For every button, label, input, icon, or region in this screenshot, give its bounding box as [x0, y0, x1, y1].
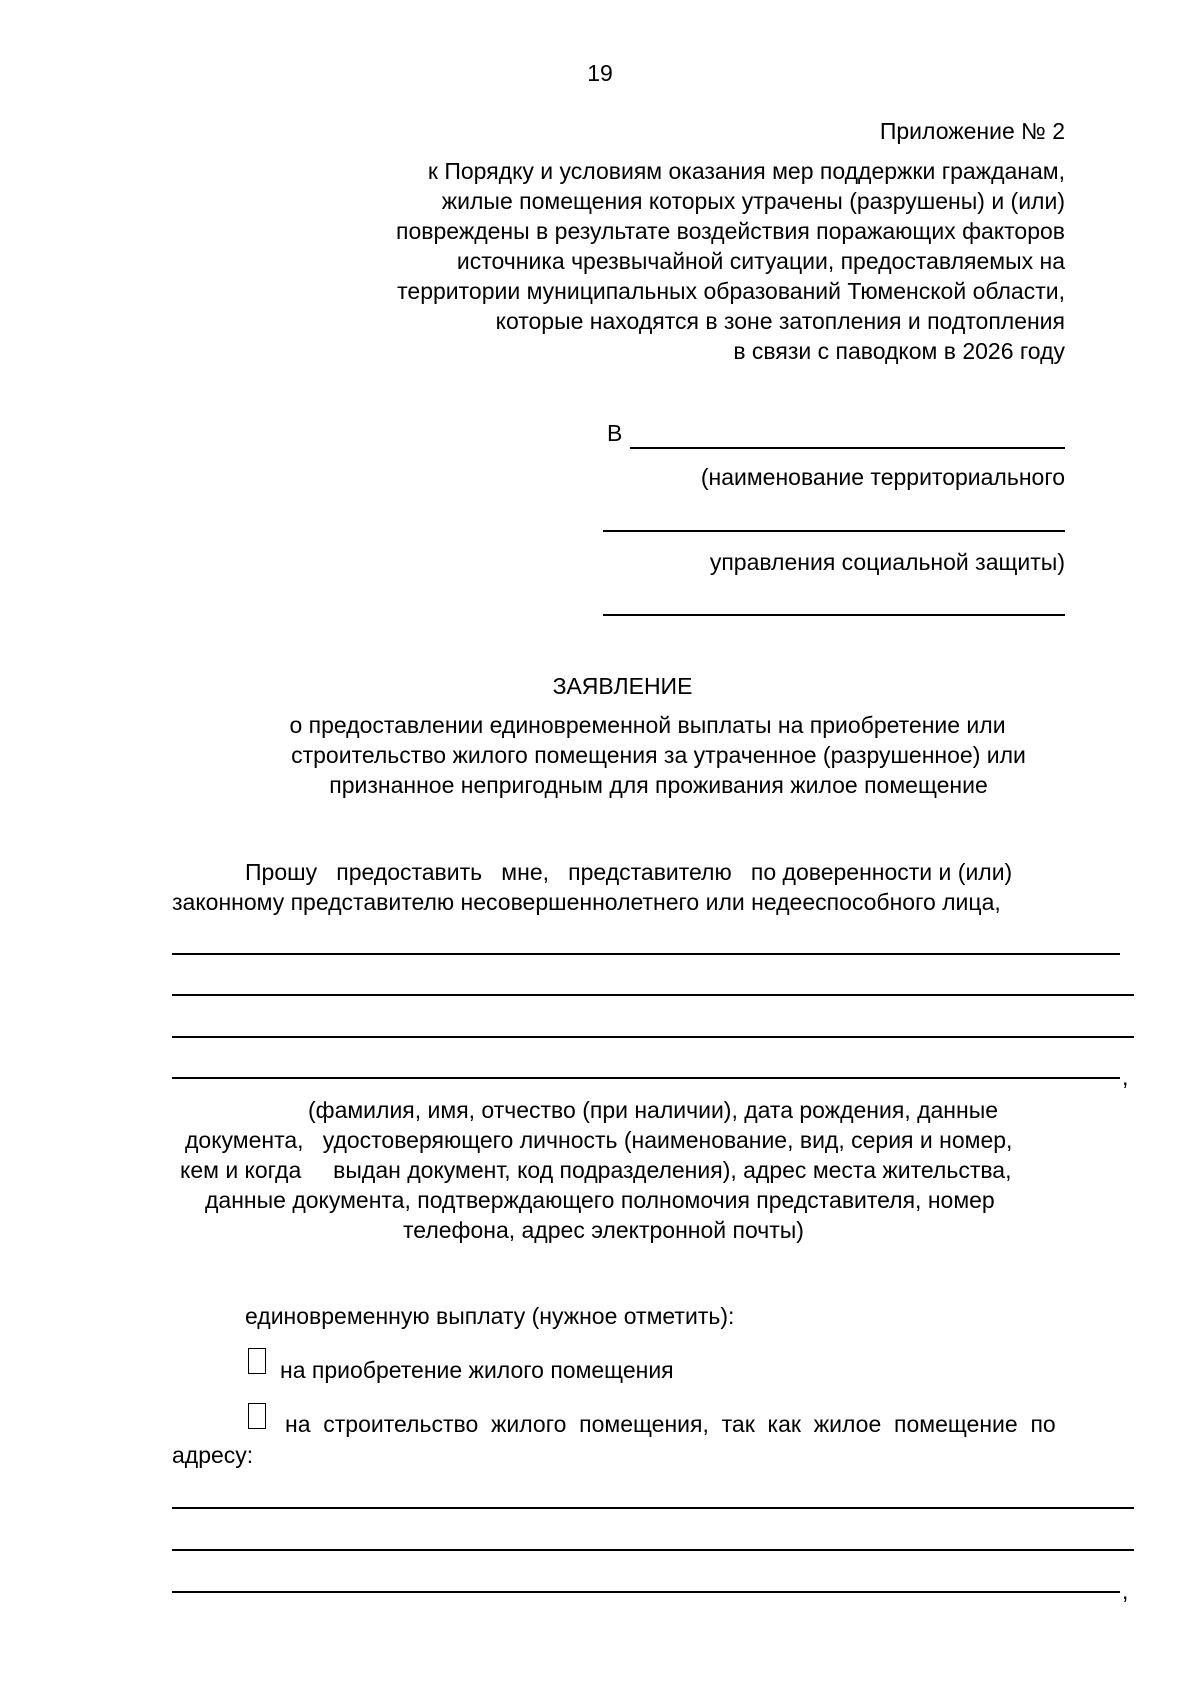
- address-input-line-3[interactable]: [172, 1591, 1120, 1593]
- appendix-line: территории муниципальных образований Тюменской области,: [397, 278, 1065, 304]
- addressee-input-line-3[interactable]: [603, 614, 1065, 616]
- request-text-line: Прошу предоставить мне, представителю по доверенности и (или): [245, 859, 1013, 885]
- appendix-title: Приложение № 2: [879, 118, 1065, 144]
- applicant-caption-line: данные документа, подтверждающего полномочия представителя, номер: [205, 1187, 995, 1213]
- applicant-caption-line: (фамилия, имя, отчество (при наличии), дата рождения, данные: [308, 1097, 999, 1123]
- applicant-input-line-1[interactable]: [172, 953, 1120, 955]
- payment-intro: единовременную выплату (нужное отметить):: [245, 1303, 735, 1329]
- option-construction-checkbox[interactable]: [248, 1403, 266, 1429]
- document-subtitle-line: строительство жилого помещения за утраченное (разрушенное) или: [291, 742, 1026, 768]
- document-subtitle-line: признанное непригодным для проживания жилое помещение: [329, 772, 988, 798]
- request-text-line: законному представителю несовершеннолетнего или недееспособного лица,: [172, 889, 1001, 915]
- addressee-caption-1: (наименование территориального: [700, 464, 1065, 490]
- page-number: 19: [587, 60, 613, 86]
- addressee-input-line-1[interactable]: [630, 447, 1065, 449]
- addressee-caption-2: управления социальной защиты): [709, 549, 1065, 575]
- applicant-caption-line: документа, удостоверяющего личность (наименование, вид, серия и номер,: [185, 1127, 1013, 1153]
- option-purchase-checkbox[interactable]: [248, 1348, 266, 1374]
- document-title: ЗАЯВЛЕНИЕ: [552, 673, 693, 699]
- address-input-line-2[interactable]: [172, 1549, 1134, 1551]
- appendix-line: источника чрезвычайной ситуации, предоставляемых на: [456, 248, 1065, 274]
- addressee-input-line-2[interactable]: [603, 530, 1065, 532]
- address-trailing-comma: ,: [1122, 1578, 1129, 1604]
- option-construction-label-cont: адресу:: [172, 1442, 254, 1468]
- appendix-line: повреждены в результате воздействия поражающих факторов: [396, 218, 1065, 244]
- applicant-input-line-2[interactable]: [172, 994, 1134, 996]
- address-input-line-1[interactable]: [172, 1507, 1134, 1509]
- applicant-caption-line: кем и когда выдан документ, код подразделения), адрес места жительства,: [180, 1157, 1012, 1183]
- document-subtitle-line: о предоставлении единовременной выплаты на приобретение или: [289, 712, 1006, 738]
- appendix-line: к Порядку и условиям оказания мер поддержки гражданам,: [427, 158, 1065, 184]
- applicant-input-line-3[interactable]: [172, 1036, 1134, 1038]
- option-purchase-label: на приобретение жилого помещения: [280, 1357, 674, 1383]
- applicant-input-line-4[interactable]: [172, 1077, 1120, 1079]
- appendix-line: жилые помещения которых утрачены (разрушены) и (или): [441, 188, 1065, 214]
- applicant-caption-line: телефона, адрес электронной почты): [403, 1217, 804, 1243]
- option-construction-label: на строительство жилого помещения, так как жилое помещение по: [285, 1411, 1056, 1437]
- trailing-comma: ,: [1122, 1064, 1129, 1090]
- addressee-prefix: В: [607, 420, 623, 446]
- appendix-line: в связи с паводком в 2026 году: [733, 338, 1065, 364]
- appendix-line: которые находятся в зоне затопления и подтопления: [495, 308, 1065, 334]
